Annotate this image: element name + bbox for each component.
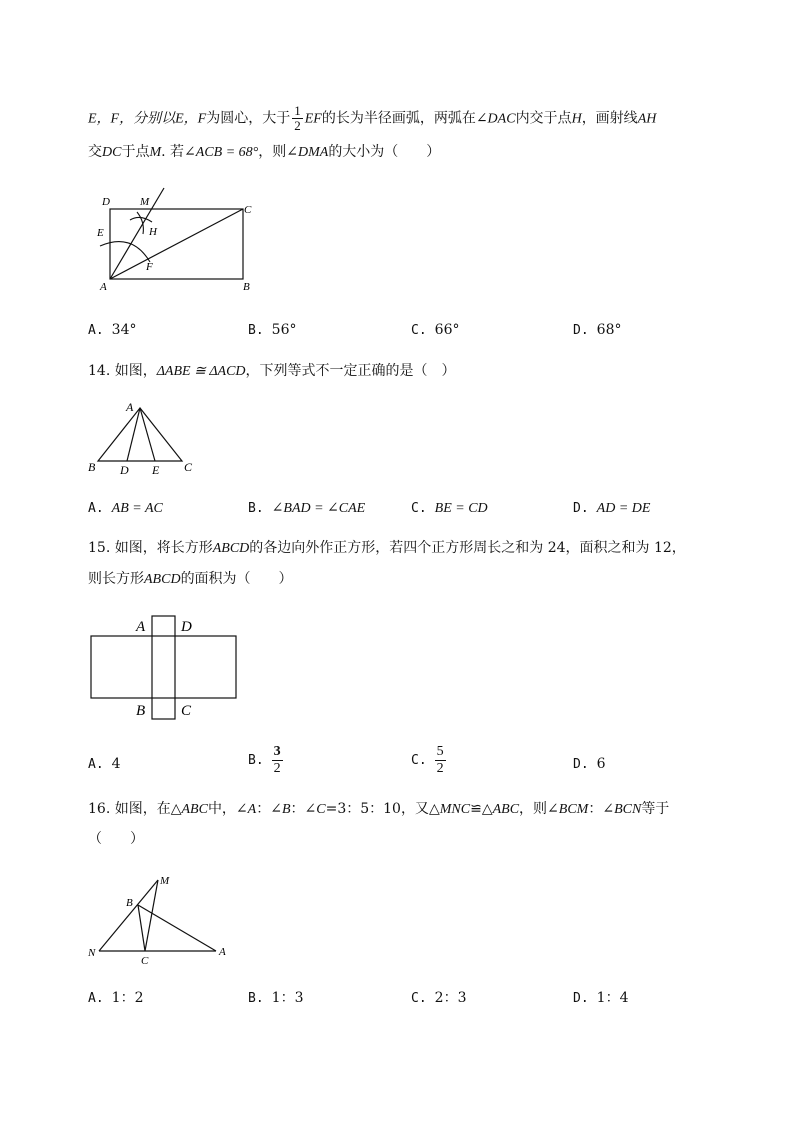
q14-label-e: E xyxy=(152,463,160,477)
q13-label-e: E xyxy=(97,227,104,239)
q16-text: ≌△ xyxy=(470,801,493,817)
option-label: B. xyxy=(248,752,264,768)
q16-option-a[interactable] xyxy=(88,988,143,1009)
option-label: B. xyxy=(248,501,264,516)
q15-text: ABCD xyxy=(144,572,181,587)
q16-text: B xyxy=(281,802,291,817)
option-label: C. xyxy=(411,991,427,1006)
q13-text: 内交于点 xyxy=(515,110,572,127)
q13-label-a: A xyxy=(100,281,107,293)
option-text: BE = CD xyxy=(434,501,488,516)
q16-text: A xyxy=(247,802,257,817)
frac-denominator: 2 xyxy=(273,761,281,776)
option-text: AD = DE xyxy=(596,501,651,516)
q16-label-a: A xyxy=(219,946,226,958)
q13-label-m: M xyxy=(140,196,150,208)
option-text: 1：4 xyxy=(596,990,629,1006)
q13-text: ∠ACB = 68° xyxy=(184,145,259,160)
frac-numerator: 5 xyxy=(436,744,444,759)
q13-text: E，F，分别以 xyxy=(88,111,176,127)
q13-text: AH xyxy=(637,111,657,127)
option-text: 68° xyxy=(596,322,622,338)
q16-text: ：∠ xyxy=(290,801,317,817)
q14-formula: ΔABE ≅ ΔACD xyxy=(156,364,246,379)
q13-text: 为圆心，大于 xyxy=(206,110,291,127)
q13-text: 交 xyxy=(88,144,102,160)
q16-text: 16. 如图，在△ xyxy=(88,801,182,817)
q13-label-f: F xyxy=(146,261,153,273)
q13-text: M xyxy=(149,145,162,160)
option-label: D. xyxy=(573,991,589,1006)
q16-text: ，则∠ xyxy=(519,801,559,817)
q15-text: 的面积为（ ） xyxy=(180,571,293,587)
frac-denominator: 2 xyxy=(436,761,444,776)
q16-text: =3：5：10，又△ xyxy=(325,801,440,817)
q15-text: ABCD xyxy=(212,541,250,556)
q13-text: 的长为半径画弧，两弧在 xyxy=(321,110,476,127)
q16-text: ABC xyxy=(181,802,208,817)
q13-label-h: H xyxy=(149,226,157,238)
q16-label-m: M xyxy=(160,875,170,887)
q16-text: ABC xyxy=(492,802,520,817)
q16-text: C xyxy=(316,802,326,817)
q14-text: ，下列等式不一定正确的是（ ） xyxy=(245,363,456,379)
q14-label-d: D xyxy=(120,463,129,477)
q16-option-c[interactable] xyxy=(411,988,466,1009)
q16-segment-nm xyxy=(99,880,158,951)
option-label: B. xyxy=(248,323,264,338)
option-label: D. xyxy=(573,323,589,338)
q16-text: 等于 xyxy=(641,801,670,817)
q13-text: ，则 xyxy=(258,144,287,160)
q13-label-c: C xyxy=(244,204,252,216)
option-text: 6 xyxy=(596,756,606,772)
q15-text: 则长方形 xyxy=(88,571,144,587)
q16-option-d[interactable] xyxy=(573,988,628,1009)
q16-text: BCM xyxy=(558,802,589,817)
q13-text: ∠DMA xyxy=(286,145,329,160)
option-label: A. xyxy=(88,757,104,772)
q16-text: 中，∠ xyxy=(207,801,248,817)
option-label: C. xyxy=(411,501,427,516)
option-label: D. xyxy=(573,757,589,772)
option-label: A. xyxy=(88,991,104,1006)
q15-label-d: D xyxy=(181,619,192,635)
q16-text: BCN xyxy=(614,802,642,817)
frac-numerator: 3 xyxy=(273,744,281,759)
option-text: 1：3 xyxy=(271,990,304,1006)
q16-text: MNC xyxy=(439,802,471,817)
q16-text: （ ） xyxy=(88,831,144,847)
frac-denominator: 2 xyxy=(294,118,301,133)
q13-text: ，画射线 xyxy=(581,110,638,127)
q16-label-b: B xyxy=(126,897,133,909)
option-label: A. xyxy=(88,323,104,338)
q13-text: 于点 xyxy=(121,144,150,160)
q13-text: . 若 xyxy=(161,144,185,160)
option-text: 56° xyxy=(271,322,297,338)
q15-label-b: B xyxy=(136,703,146,719)
option-text: 2：3 xyxy=(434,990,467,1006)
option-text: AB = AC xyxy=(111,501,163,516)
q15-label-a: A xyxy=(136,619,146,635)
q13-label-b: B xyxy=(243,281,250,293)
q13-text: EF xyxy=(304,111,322,127)
q13-text: 的大小为（ ） xyxy=(328,144,441,160)
option-text: 34° xyxy=(111,322,137,338)
q13-text: E，F xyxy=(175,111,207,127)
q13-text: DC xyxy=(102,145,122,160)
q14-label-c: C xyxy=(184,460,193,474)
q16-text: ：∠ xyxy=(256,801,282,817)
q15-label-c: C xyxy=(181,703,192,719)
option-label: C. xyxy=(411,752,427,768)
q16-label-n: N xyxy=(88,947,96,959)
option-label: C. xyxy=(411,323,427,338)
q16-segment-bc xyxy=(138,905,145,951)
q13-text: ∠DAC xyxy=(475,111,516,127)
q15-text: 15. 如图，将长方形 xyxy=(88,540,213,556)
q16-label-c: C xyxy=(141,955,149,967)
option-text: 1：2 xyxy=(111,990,144,1006)
q13-text: H xyxy=(571,111,582,127)
option-text: ∠BAD = ∠CAE xyxy=(271,501,366,516)
q14-text: 14. 如图， xyxy=(88,363,157,379)
option-label: B. xyxy=(248,991,264,1006)
option-text: 4 xyxy=(111,756,121,772)
option-text: 66° xyxy=(434,322,460,338)
q15-text: 的各边向外作正方形，若四个正方形周长之和为 24，面积之和为 12， xyxy=(249,540,686,556)
q16-option-b[interactable] xyxy=(248,988,303,1009)
q14-label-b: B xyxy=(88,460,96,474)
q16-text: ：∠ xyxy=(588,801,615,817)
frac-numerator: 1 xyxy=(294,103,301,118)
q13-label-d: D xyxy=(102,196,110,208)
q14-label-a: A xyxy=(126,400,134,414)
option-label: D. xyxy=(573,501,589,516)
option-label: A. xyxy=(88,501,104,516)
